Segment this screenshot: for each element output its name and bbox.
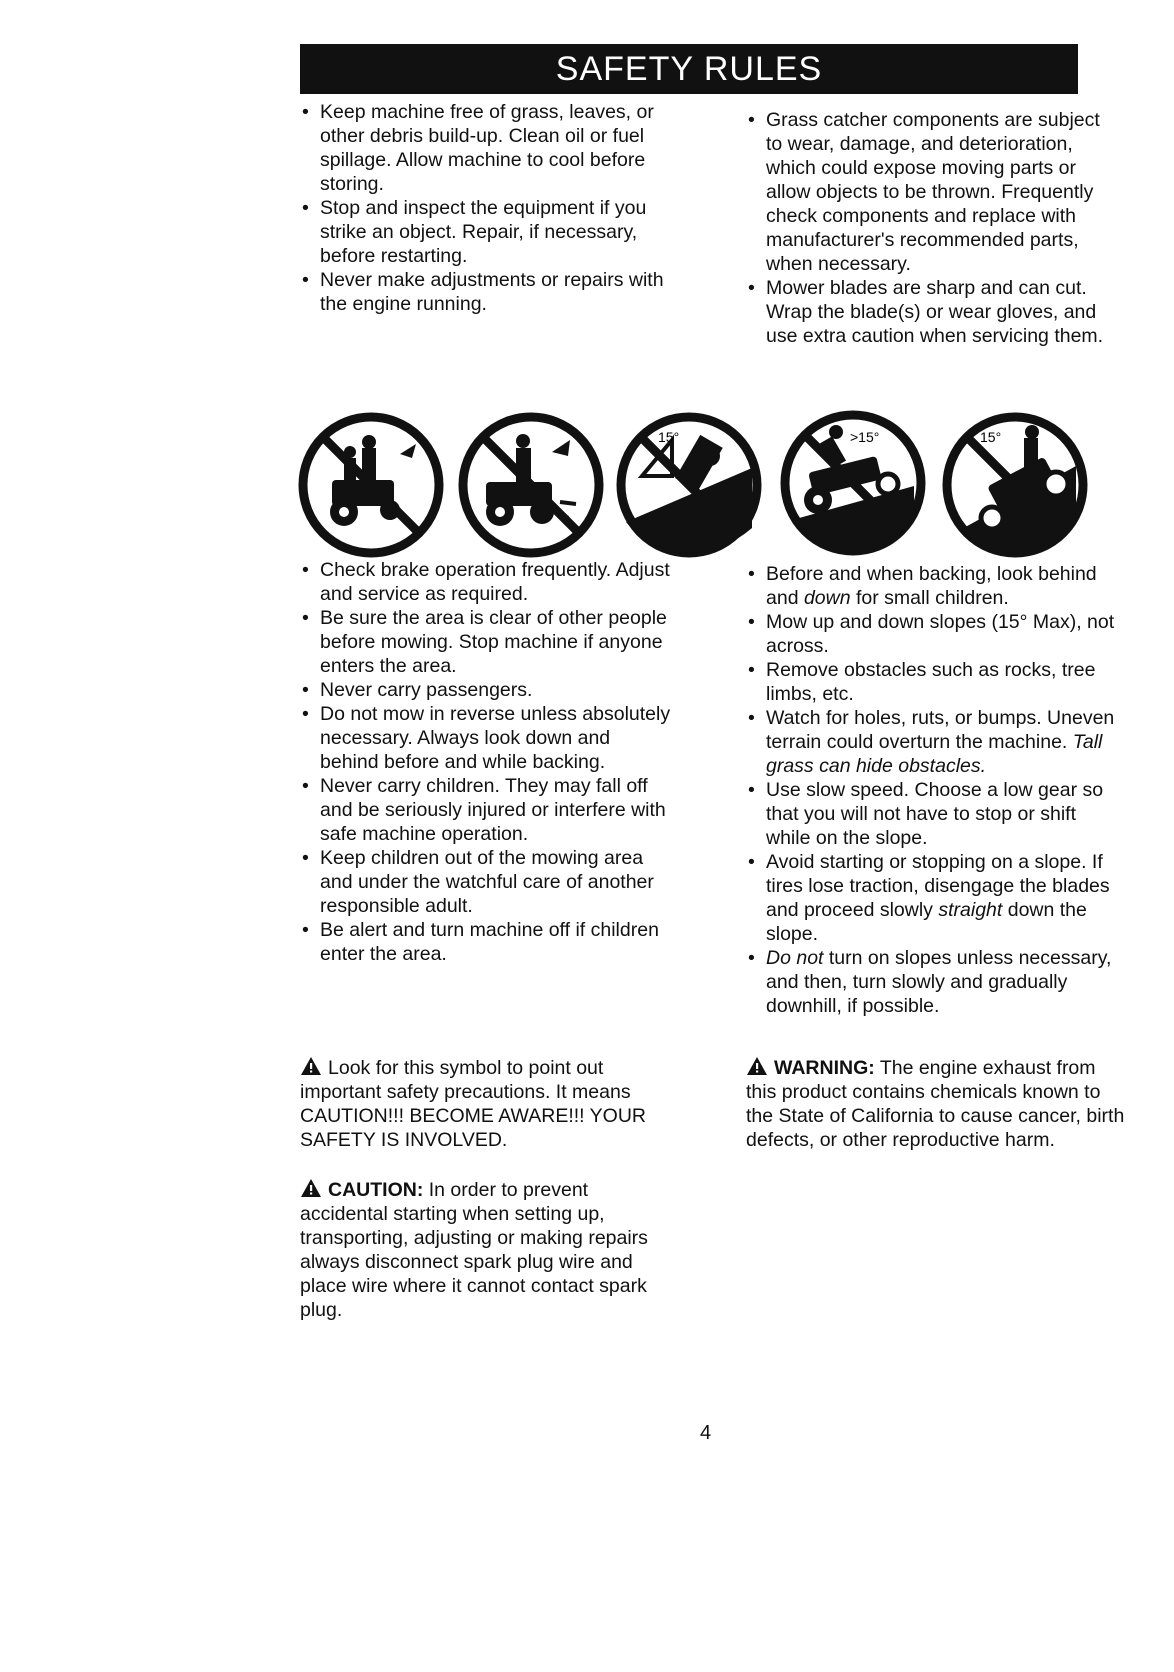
rule-item: • Never carry passengers. [300,678,674,702]
slope-overturn-icon [614,410,764,560]
slope-rollover-icon [940,410,1090,560]
rule-emphasis: down [803,587,851,609]
page-number: 4 [700,1422,712,1444]
rule-item: • Mower blades are sharp and can cut. Wrap the blade(s) or wear gloves, and use extra caution when servicing them. [746,276,1116,348]
no-passenger-icon [296,410,446,560]
caution-text: In order to prevent accidental starting when setting up, transporting, adjusting or making repairs always disconnect spark plug wire and place wire where it cannot contact spark plug. [300,1179,648,1321]
warning-triangle-icon [746,1056,768,1076]
rule-item: • Do not mow in reverse unless absolutely necessary. Always look down and behind before and while backing. [300,702,674,774]
rule-item: • Never carry children. They may fall off and be seriously injured or interfere with safe machine operation. [300,774,674,846]
rule-item: • Check brake operation frequently. Adjust and service as required. [300,558,674,606]
rule-item: • Be alert and turn machine off if children enter the area. [300,918,674,966]
rule-text: Watch for holes, ruts, or bumps. Uneven terrain could overturn the machine. [766,707,1115,753]
safety-pictograms [296,408,1174,578]
warning-triangle-icon [300,1056,322,1076]
bottom-left-rules [300,558,674,966]
page-title: SAFETY RULES [300,44,1078,94]
rule-item: • Remove obstacles such as rocks, tree limbs, etc. [746,658,1122,706]
top-right-rules [746,108,1116,348]
rule-item: • Keep children out of the mowing area and under the watchful care of another responsible adult. [300,846,674,918]
rule-emphasis: straight [938,899,1003,921]
rule-emphasis: Do not [766,947,824,969]
caution-note [300,1178,672,1322]
symbol-text: Look for this symbol to point out important safety precautions. It means CAUTION!!! BECOME AWARE!!! YOUR SAFETY IS INVOLVED. [300,1057,646,1151]
rule-text: down the slope. [766,899,1087,945]
warning-triangle-icon [300,1178,322,1198]
rule-item: • Mow up and down slopes (15° Max), not across. [746,610,1122,658]
rule-item [746,706,1122,778]
rule-text: turn on slopes unless necessary, and then, turn slowly and gradually downhill, if possible. [766,947,1112,1017]
bottom-right-rules [746,562,1122,1018]
steep-slope-icon [778,408,928,558]
warning-text: The engine exhaust from this product contains chemicals known to the State of California to cause cancer, birth defects, or other reproductive harm. [746,1057,1125,1151]
rule-item: • Be sure the area is clear of other people before mowing. Stop machine if anyone enters the area. [300,606,674,678]
rule-item: • Grass catcher components are subject to wear, damage, and deterioration, which could expose moving parts or allow objects to be thrown. Frequently check components and replace with manufacturer's recommended parts, when necessary. [746,108,1116,276]
rule-text: for small children. [850,587,1009,609]
rule-item: • Use slow speed. Choose a low gear so that you will not have to stop or shift while on the slope. [746,778,1122,850]
symbol-note [300,1056,672,1152]
rule-item: • Stop and inspect the equipment if you strike an object. Repair, if necessary, before restarting. [300,196,672,268]
no-children-icon [456,410,606,560]
top-left-rules [300,100,672,316]
rule-emphasis: Tall grass can hide obstacles. [766,731,1103,777]
rule-item [746,562,1122,610]
warning-label: WARNING: [774,1057,875,1079]
warning-note [746,1056,1128,1152]
rule-item: • Keep machine free of grass, leaves, or other debris build-up. Clean oil or fuel spillage. Allow machine to cool before storing. [300,100,672,196]
caution-label: CAUTION: [328,1179,424,1201]
rule-text: Avoid starting or stopping on a slope. If tires lose traction, disengage the blades and proceed slowly [766,851,1110,921]
rule-item [746,946,1122,1018]
angle-label: 15° [980,429,1002,445]
rule-item: • Never make adjustments or repairs with the engine running. [300,268,672,316]
angle-label: >15° [850,429,880,445]
angle-label: 15° [658,429,680,445]
rule-text: Before and when backing, look behind and [766,563,1097,609]
rule-item [746,850,1122,946]
